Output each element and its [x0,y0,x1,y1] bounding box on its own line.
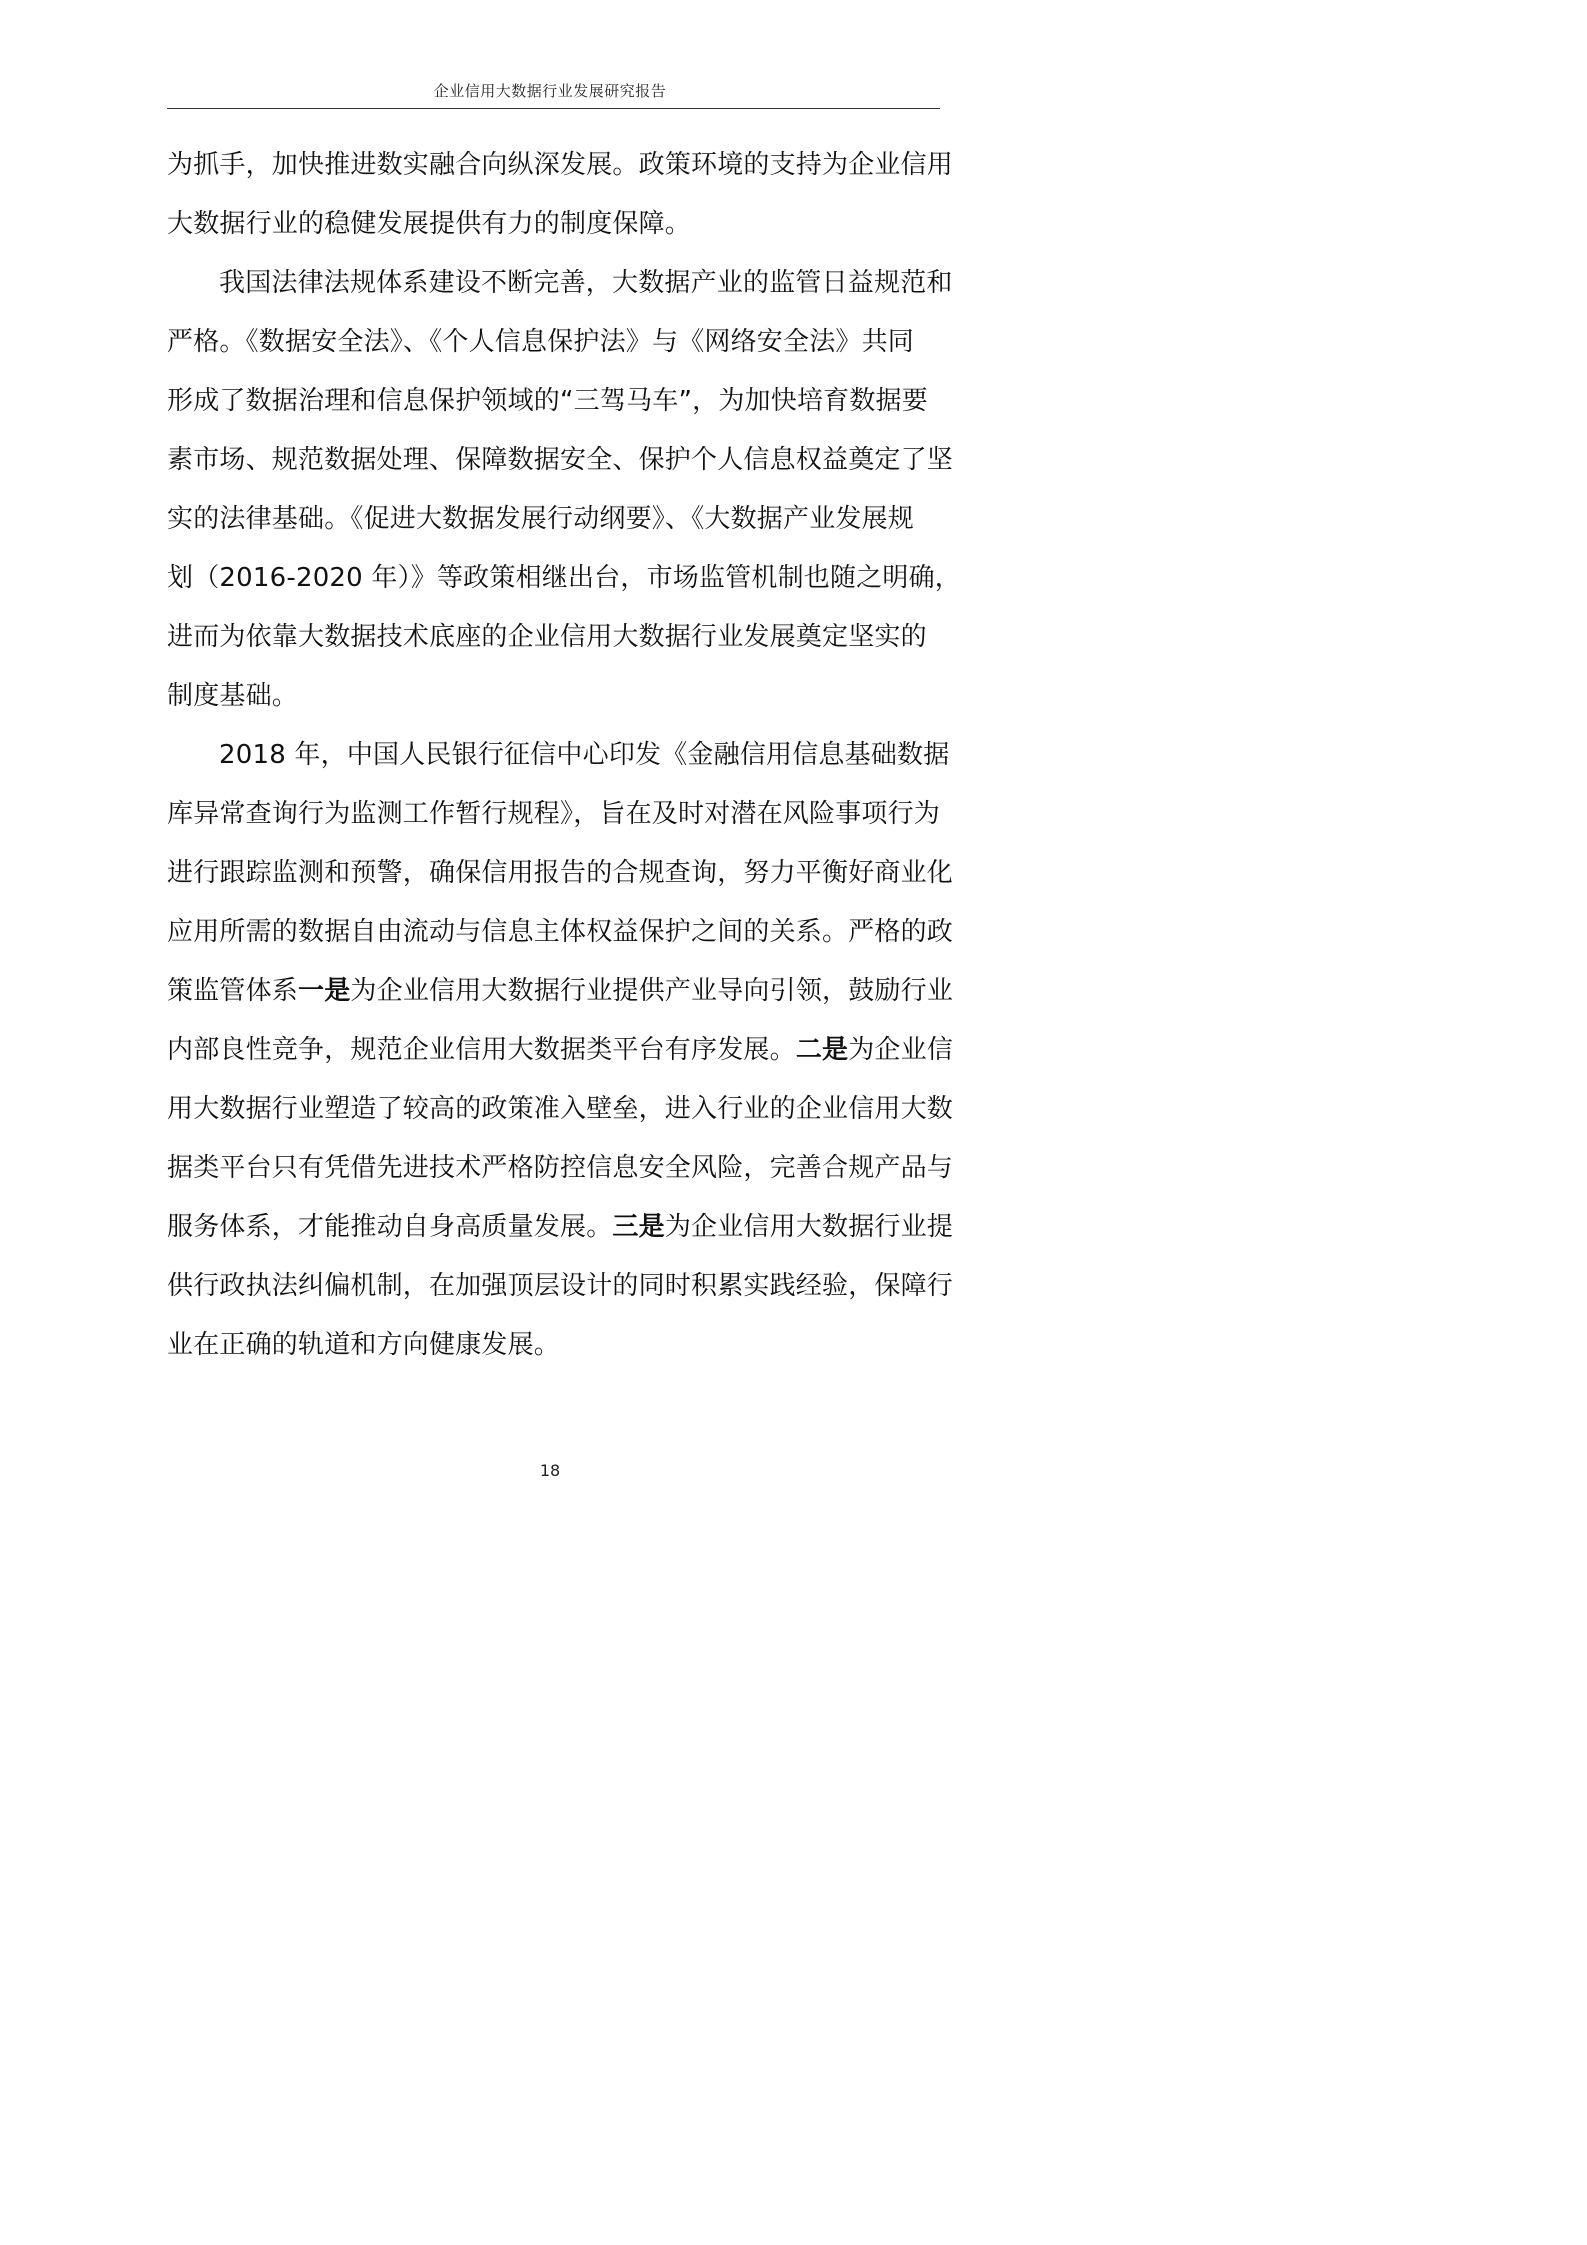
line-text: 内部良性竞争，规范企业信用大数据类平台有序发展。 [167,1035,796,1065]
paragraph-2 [167,254,961,726]
line-text: 为企业信用大数据行业提供产业导向引领，鼓励行业 [350,976,954,1006]
paragraph-line [167,962,954,1021]
paragraph-line: 进行跟踪监测和预警，确保信用报告的合规查询，努力平衡好商业化 [167,858,954,888]
paragraph-line: 供行政执法纠偏机制，在加强顶层设计的同时积累实践经验，保障行 [167,1271,954,1301]
header-rule [167,108,940,109]
paragraph-line: 业在正确的轨道和方向健康发展。 [167,1330,561,1360]
paragraph-line: 为抓手，加快推进数实融合向纵深发展。政策环境的支持为企业信用 [167,150,954,180]
line-text: 策监管体系 [167,976,299,1006]
page-number: 18 [539,1461,561,1480]
running-header-title: 企业信用大数据行业发展研究报告 [433,82,667,100]
paragraph-line: 形成了数据治理和信息保护领域的“三驾马车”，为加快培育数据要 [167,386,928,416]
paragraph-line: 大数据行业的稳健发展提供有力的制度保障。 [167,209,692,239]
emphasis-second: 二是 [795,1035,849,1065]
paragraph-line: 我国法律法规体系建设不断完善，大数据产业的监管日益规范和 [219,268,953,298]
paragraph-line: 实的法律基础。《促进大数据发展行动纲要》、《大数据产业发展规 [167,504,915,534]
paragraph-line [167,1021,954,1080]
paragraph-line: 用大数据行业塑造了较高的政策准入壁垒，进入行业的企业信用大数 [167,1094,954,1124]
paragraph-line: 制度基础。 [167,681,299,711]
paragraph-3 [167,726,954,1375]
emphasis-third: 三是 [612,1212,665,1242]
paragraph-line: 划（2016-2020 年）》等政策相继出台，市场监管机制也随之明确， [167,563,961,593]
paragraph-1 [167,136,954,254]
line-text: 为企业信 [848,1035,954,1065]
paragraph-line: 严格。《数据安全法》、《个人信息保护法》与《网络安全法》共同 [167,327,915,357]
paragraph-line: 进而为依靠大数据技术底座的企业信用大数据行业发展奠定坚实的 [167,622,927,652]
paragraph-line [167,1198,954,1257]
emphasis-first: 一是 [298,976,351,1006]
paragraph-line: 据类平台只有凭借先进技术严格防控信息安全风险，完善合规产品与 [167,1153,954,1183]
paragraph-line: 库异常查询行为监测工作暂行规程》，旨在及时对潜在风险事项行为 [167,799,941,829]
page-body [167,136,961,1375]
paragraph-line: 2018 年，中国人民银行征信中心印发《金融信用信息基础数据 [219,740,950,770]
line-text: 为企业信用大数据行业提 [664,1212,954,1242]
paragraph-line: 应用所需的数据自由流动与信息主体权益保护之间的关系。严格的政 [167,917,954,947]
paragraph-line: 素市场、规范数据处理、保障数据安全、保护个人信息权益奠定了坚 [167,445,954,475]
line-text: 服务体系，才能推动自身高质量发展。 [167,1212,613,1242]
